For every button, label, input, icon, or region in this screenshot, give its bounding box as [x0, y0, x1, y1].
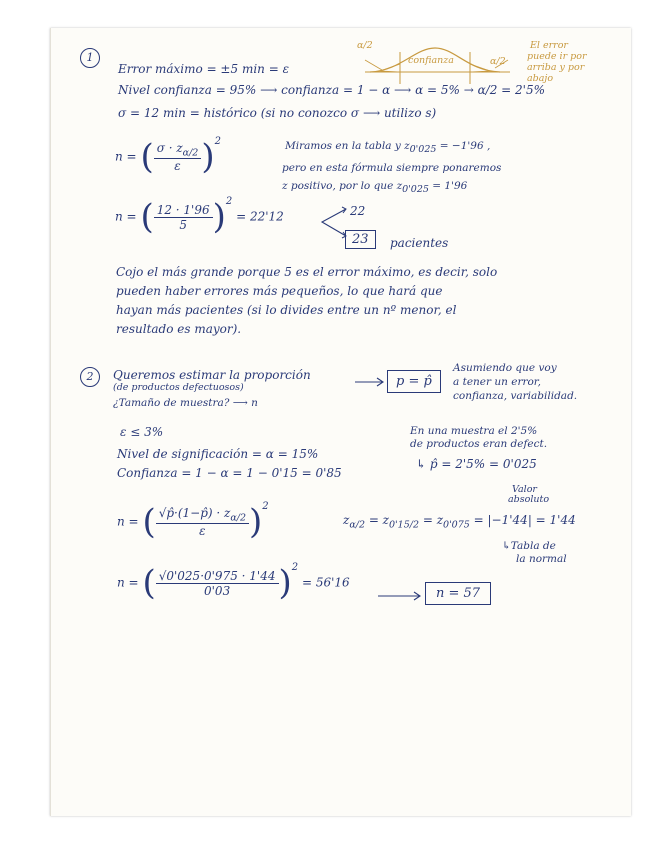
p2-eps: ε ≤ 3%	[120, 425, 164, 439]
p2-calc-top: √0'025·0'975 · 1'44	[156, 569, 279, 584]
p1-patients: pacientes	[390, 236, 449, 250]
p2-formula: n = ( $\frac{√p̂\cdot(1-p̂) \cdot z_{\alpha/2}}{\varepsilon}$ )$^2$	[117, 501, 269, 542]
p1-explain-2: pueden haber errores más pequeños, lo que hará que	[116, 284, 443, 298]
p1-note-3: z positivo, por lo que $z_{0'025} = 1'96$	[282, 180, 468, 196]
p2-final-box: n = 57	[425, 582, 491, 605]
p1-option-22: 22	[350, 204, 366, 218]
diagram-left-label: α/2	[357, 40, 373, 51]
p2-formula-top: √p̂·(1−p̂) · z	[158, 505, 231, 520]
p2-line-1b: (de productos defectuosos)	[113, 382, 244, 393]
p2-final-arrow	[378, 590, 422, 602]
p2-z-line: $z_{\alpha/2} = z_{0'15/2} = z_{0'075} = |-1'44| = 1'44$	[343, 513, 576, 531]
p1-explain-4: resultado es mayor).	[116, 322, 242, 336]
p1-note-1: Miramos en la tabla y $z_{0'025} = -1'96$ ,	[285, 140, 491, 156]
diagram-side-note-1: El error	[530, 40, 568, 51]
p2-abs-note-2: absoluto	[508, 494, 550, 505]
p2-sample-1: En una muestra el 2'5%	[410, 425, 538, 437]
diagram-right-label: α/2	[490, 56, 506, 67]
problem-2-number: 2	[80, 367, 100, 387]
p1-calc-bot: 5	[179, 217, 187, 232]
p1-calc-result: = 22'12	[236, 209, 284, 224]
p1-formula-sub: α/2	[182, 147, 199, 159]
diagram-side-note-3: arriba y por	[527, 62, 585, 73]
p2-calc-result: = 56'16	[301, 575, 350, 590]
p2-sample-2: de productos eran defect.	[410, 438, 548, 450]
p1-line-confianza: Nivel confianza = 95% ⟶ confianza = 1 − α ⟶ α = 5% → α/2 = 2'5%	[118, 83, 546, 97]
diagram-center-label: confianza	[408, 55, 454, 66]
p2-table-note-2: la normal	[516, 553, 567, 565]
p1-explain-1: Cojo el más grande porque 5 es el error máximo, es decir, solo	[116, 265, 498, 279]
p2-arrow	[355, 376, 385, 388]
p1-calc-top: 12 · 1'96	[154, 203, 213, 218]
p2-confidence: Confianza = 1 − α = 1 − 0'15 = 0'85	[117, 466, 342, 480]
p2-line-2: ¿Tamaño de muestra? ⟶ n	[113, 397, 258, 409]
problem-1-number: 1	[80, 48, 100, 68]
p1-formula-top: σ · z	[156, 140, 183, 155]
p2-significance: Nivel de significación = α = 15%	[117, 447, 319, 461]
p1-option-23: 23	[345, 230, 376, 249]
diagram-side-note-2: puede ir por	[527, 51, 587, 62]
p2-assume-1: Asumiendo que voy	[453, 362, 557, 374]
p1-note-2: pero en esta fórmula siempre ponaremos	[282, 162, 502, 174]
p2-table-note-1: ↳Tabla de	[502, 540, 556, 552]
branch-arrow	[318, 206, 348, 240]
p2-line-1: Queremos estimar la proporción	[113, 368, 311, 382]
p1-explain-3: hayan más pacientes (si lo divides entre un nº menor, el	[116, 303, 457, 317]
p2-p-box: p = p̂	[387, 370, 441, 393]
p2-assume-3: confianza, variabilidad.	[453, 390, 578, 402]
p2-abs-note-1: Valor	[512, 484, 537, 495]
p2-calc-bot: 0'03	[204, 583, 231, 598]
p2-calc: n = ( $\frac{√0'025\cdot 0'975 \cdot 1'44}{0'03}$ )$^2$ = 56'16	[117, 562, 350, 603]
p1-formula-exp: 2	[214, 136, 221, 147]
diagram-side-note-4: abajo	[527, 73, 554, 84]
p2-sample-3: ↳ p̂ = 2'5% = 0'025	[416, 457, 537, 471]
p1-formula: n = ( $\frac{\sigma \cdot z_{\alpha/2}}{\varepsilon}$ )$^2$	[115, 136, 221, 177]
p1-formula-n: n =	[115, 149, 137, 164]
p1-line-sigma: σ = 12 min = histórico (si no conozco σ ⟶ utilizo s)	[118, 106, 437, 120]
p2-formula-bot: ε	[199, 524, 206, 539]
p1-formula-bot: ε	[174, 159, 181, 174]
p2-assume-2: a tener un error,	[453, 376, 542, 388]
p1-calc: n = ( $\frac{12 \cdot 1'96}{5}$ )$^2$ = 22'12	[115, 196, 284, 237]
p1-line-error: Error máximo = ±5 min = ε	[118, 62, 290, 76]
